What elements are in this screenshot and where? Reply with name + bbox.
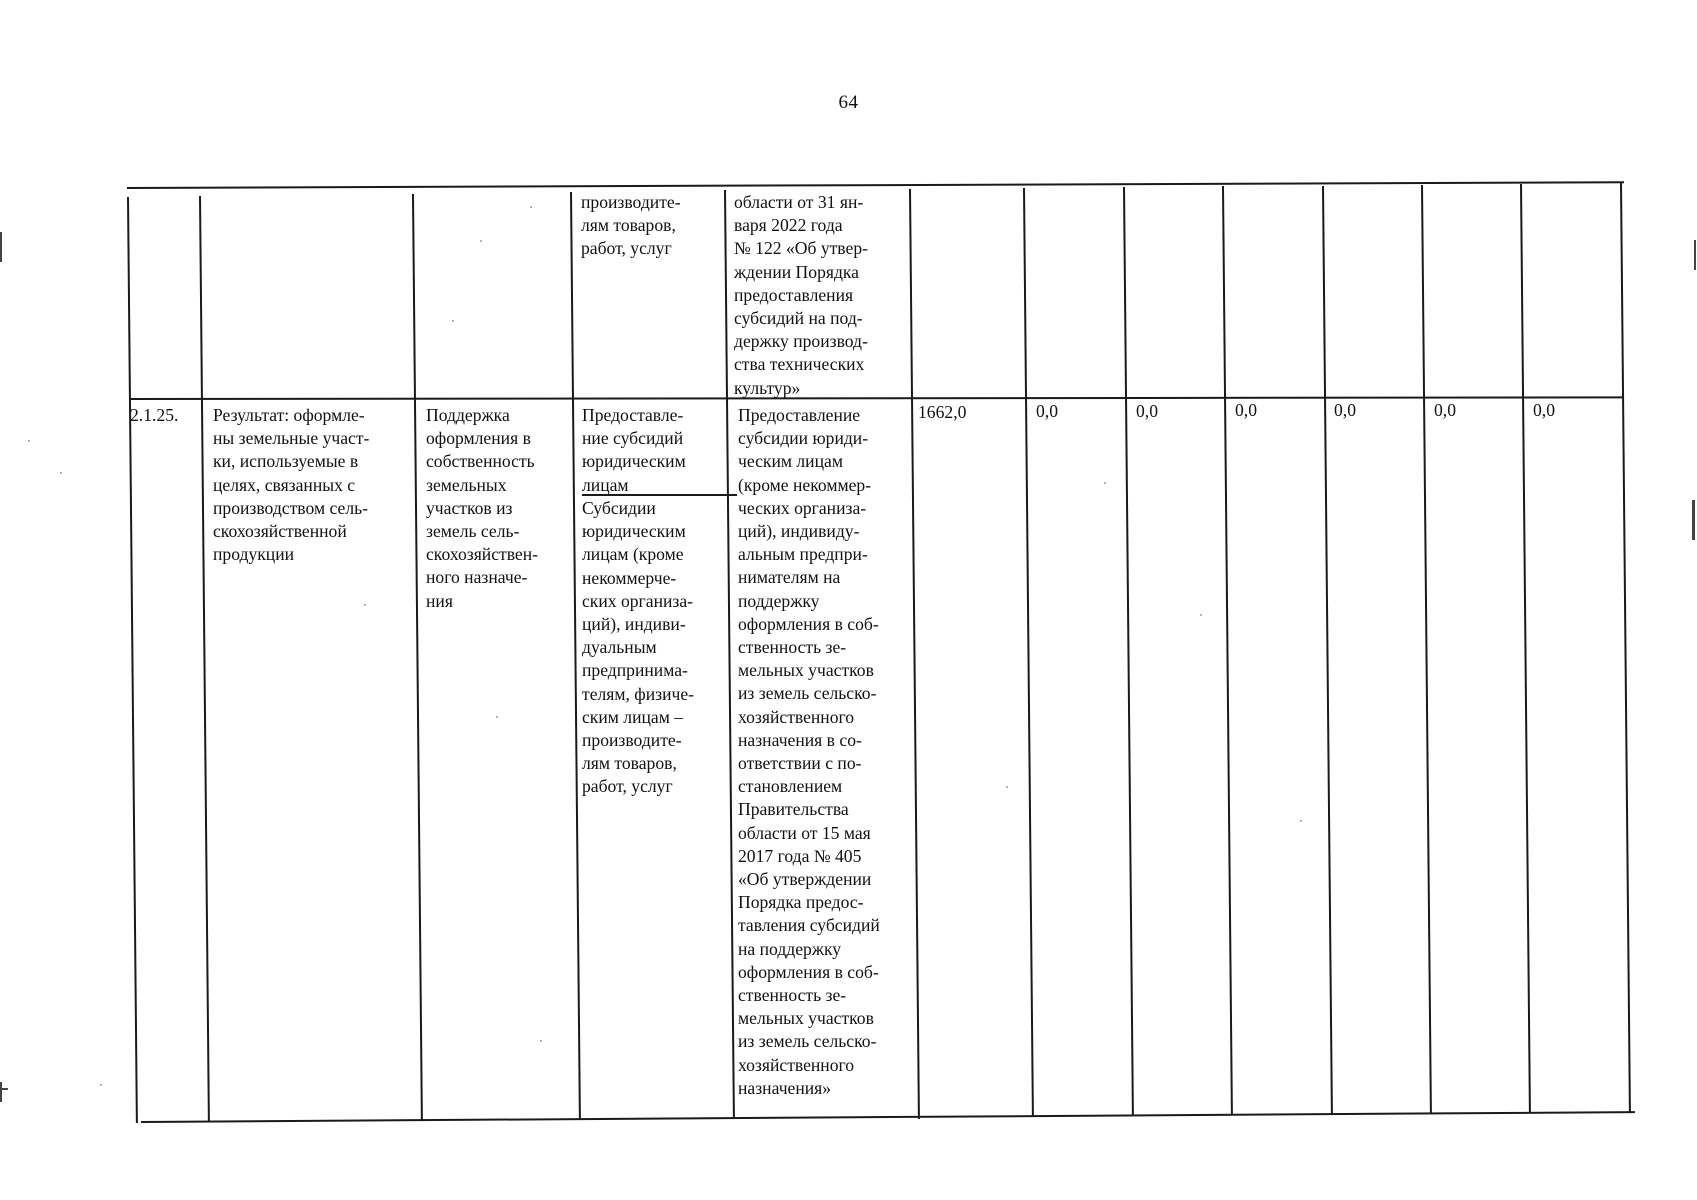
- description-cell: Предоставление субсидии юриди- ческим лицам (кроме некоммер- ческих организа- ций), индивиду- альным предпри- нимателям на поддержку оформления в соб- ственность зе- мельных участков из земель сельско- хозяйственного назначения в со- ответствии с по- становлением Правительства области от 15 мая 2017 года № 405 «Об утверждении Порядка предос- тавления субсидий на поддержку оформления в соб- ственность зе- мельных участков из земель сельско- хозяйственного назначения»: [738, 405, 880, 1098]
- value-cell-1: 1662,0: [918, 402, 967, 422]
- scan-speck: [1200, 614, 1202, 616]
- scan-speck: [1104, 482, 1106, 484]
- scan-speck: [452, 320, 454, 322]
- type-bottom-cell: Субсидии юридическим лицам (кроме некоммерче- ских организа- ций), индиви- дуальным предпринима- телям, физиче- ским лицам – производите- лям товаров, работ, услуг: [582, 498, 694, 797]
- column-border-11: [1421, 185, 1432, 1114]
- column-border-13: [1620, 183, 1631, 1113]
- continued-recipients-cell: производите- лям товаров, работ, услуг: [581, 192, 681, 259]
- column-border-6: [909, 189, 920, 1119]
- column-border-5: [724, 190, 735, 1119]
- column-border-4: [570, 192, 581, 1120]
- scan-speck: [60, 472, 62, 474]
- scan-edge-mark: [1692, 500, 1695, 540]
- value-cell-6: 0,0: [1434, 400, 1456, 420]
- scan-edge-mark: [0, 1082, 2, 1102]
- scan-speck: [480, 240, 482, 242]
- scan-speck: [530, 206, 532, 208]
- value-cell-7: 0,0: [1533, 400, 1555, 420]
- row-separator: [130, 396, 1624, 399]
- column-border-12: [1520, 184, 1531, 1113]
- column-border-1: [127, 197, 137, 1123]
- scan-edge-mark: [1694, 240, 1696, 270]
- page-number: 64: [838, 92, 859, 113]
- column-border-2: [199, 196, 209, 1121]
- scan-speck: [496, 716, 498, 718]
- scan-speck: [1300, 820, 1302, 822]
- column-border-10: [1322, 186, 1333, 1115]
- scan-speck: [540, 1040, 542, 1042]
- type-top-cell: Предоставле- ние субсидий юридическим лицам: [582, 405, 686, 495]
- scan-edge-mark: [0, 232, 2, 262]
- scan-speck: [364, 604, 366, 606]
- value-cell-5: 0,0: [1334, 400, 1356, 420]
- value-cell-3: 0,0: [1136, 401, 1158, 421]
- scan-speck: [1006, 786, 1008, 788]
- scan-speck: [28, 440, 30, 442]
- column-border-8: [1123, 187, 1134, 1116]
- scan-edge-mark: [0, 1088, 8, 1090]
- table-bottom-border: [141, 1111, 1635, 1123]
- row-number-cell: 2.1.25.: [130, 405, 179, 425]
- column-border-7: [1023, 188, 1034, 1117]
- result-cell: Результат: оформле- ны земельные участ- ки, используемые в целях, связанных с производством сель- скохозяйственной продукции: [213, 405, 370, 565]
- column-border-3: [412, 194, 422, 1121]
- value-cell-2: 0,0: [1036, 401, 1058, 421]
- value-cell-4: 0,0: [1235, 400, 1257, 420]
- table-top-border: [127, 181, 1624, 188]
- continued-legal-basis-cell: области от 31 ян- варя 2022 года № 122 «Об утвер- ждении Порядка предоставления субсидий на под- держку производ- ства технических культур»: [734, 192, 868, 398]
- column-border-9: [1222, 186, 1233, 1115]
- measure-cell: Поддержка оформления в собственность земельных участков из земель сель- скохозяйствен- ного назначе- ния: [426, 405, 538, 611]
- scan-speck: [100, 1084, 102, 1086]
